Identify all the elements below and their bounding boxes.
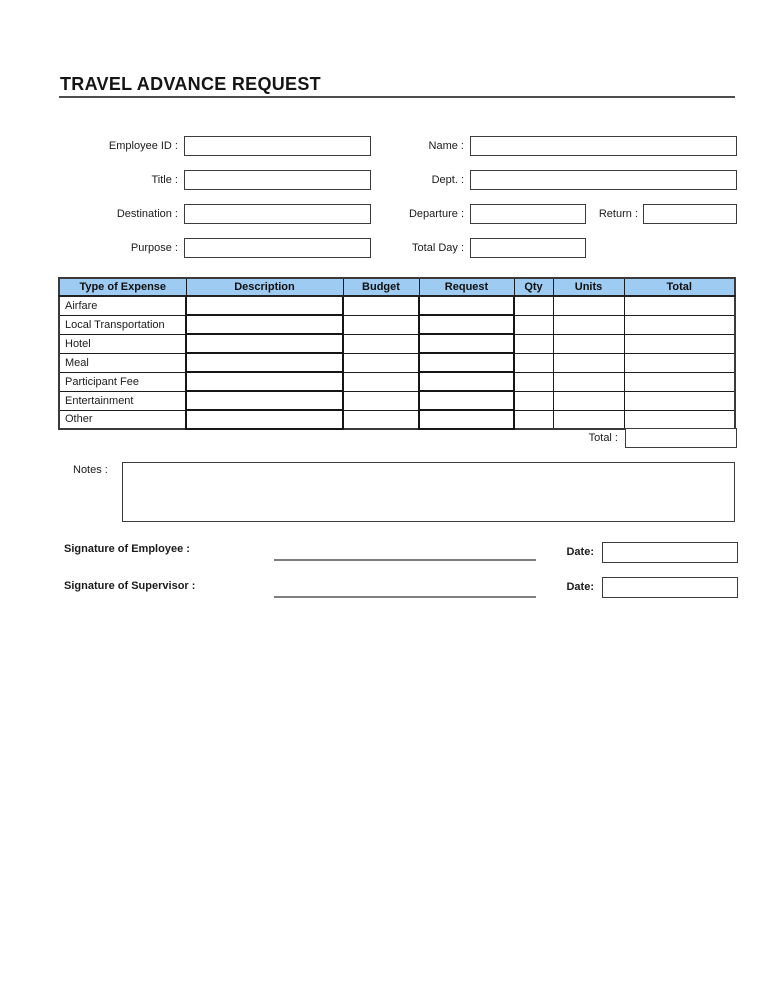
return-field[interactable] — [643, 204, 737, 224]
expense-type-cell: Entertainment — [59, 391, 186, 410]
budget-cell[interactable] — [343, 372, 419, 391]
supervisor-date-label: Date: — [566, 581, 594, 593]
employee-signature-label: Signature of Employee : — [64, 543, 190, 555]
col-header-units: Units — [553, 278, 624, 296]
notes-label: Notes : — [73, 464, 108, 476]
table-row-hotel — [59, 334, 735, 353]
units-cell[interactable] — [553, 334, 624, 353]
qty-cell[interactable] — [514, 353, 553, 372]
expense-type-cell: Participant Fee — [59, 372, 186, 391]
qty-cell[interactable] — [514, 334, 553, 353]
col-header-budget: Budget — [343, 278, 419, 296]
expense-table — [58, 277, 736, 430]
col-header-qty: Qty — [514, 278, 553, 296]
description-cell[interactable] — [186, 315, 343, 334]
name-field[interactable] — [470, 136, 737, 156]
grand-total-field[interactable] — [625, 428, 737, 448]
qty-cell[interactable] — [514, 410, 553, 429]
units-cell[interactable] — [553, 391, 624, 410]
table-row-other — [59, 410, 735, 429]
table-row-entertainment — [59, 391, 735, 410]
expense-type-cell: Local Transportation — [59, 315, 186, 334]
col-header-description: Description — [186, 278, 343, 296]
budget-cell[interactable] — [343, 315, 419, 334]
supervisor-date-field[interactable] — [602, 577, 738, 598]
request-cell[interactable] — [419, 296, 514, 315]
employee-id-label: Employee ID : — [108, 140, 178, 152]
title-divider — [59, 96, 735, 98]
total-cell[interactable] — [624, 315, 735, 334]
budget-cell[interactable] — [343, 334, 419, 353]
qty-cell[interactable] — [514, 315, 553, 334]
budget-cell[interactable] — [343, 391, 419, 410]
grand-total-label: Total : — [588, 432, 618, 444]
col-header-request: Request — [419, 278, 514, 296]
description-cell[interactable] — [186, 334, 343, 353]
departure-label: Departure : — [408, 208, 464, 220]
dept-field[interactable] — [470, 170, 737, 190]
budget-cell[interactable] — [343, 353, 419, 372]
qty-cell[interactable] — [514, 296, 553, 315]
description-cell[interactable] — [186, 353, 343, 372]
description-cell[interactable] — [186, 296, 343, 315]
budget-cell[interactable] — [343, 296, 419, 315]
units-cell[interactable] — [553, 372, 624, 391]
request-cell[interactable] — [419, 353, 514, 372]
table-row-airfare — [59, 296, 735, 315]
description-cell[interactable] — [186, 372, 343, 391]
table-row-local-transportation — [59, 315, 735, 334]
description-cell[interactable] — [186, 391, 343, 410]
request-cell[interactable] — [419, 410, 514, 429]
expense-type-cell: Airfare — [59, 296, 186, 315]
table-row-meal — [59, 353, 735, 372]
total-cell[interactable] — [624, 391, 735, 410]
supervisor-signature-line[interactable] — [274, 596, 536, 598]
request-cell[interactable] — [419, 391, 514, 410]
total-day-label: Total Day : — [412, 242, 464, 254]
expense-type-cell: Other — [59, 410, 186, 429]
title-label: Title : — [151, 174, 178, 186]
purpose-label: Purpose : — [130, 242, 178, 254]
total-cell[interactable] — [624, 410, 735, 429]
total-cell[interactable] — [624, 372, 735, 391]
table-row-participant-fee — [59, 372, 735, 391]
name-label: Name : — [428, 140, 464, 152]
return-label: Return : — [598, 208, 638, 220]
col-header-total: Total — [624, 278, 735, 296]
expense-type-cell: Meal — [59, 353, 186, 372]
request-cell[interactable] — [419, 334, 514, 353]
units-cell[interactable] — [553, 296, 624, 315]
budget-cell[interactable] — [343, 410, 419, 429]
request-cell[interactable] — [419, 315, 514, 334]
supervisor-signature-label: Signature of Supervisor : — [64, 580, 196, 592]
total-cell[interactable] — [624, 296, 735, 315]
request-cell[interactable] — [419, 372, 514, 391]
dept-label: Dept. : — [431, 174, 464, 186]
page-title: TRAVEL ADVANCE REQUEST — [60, 74, 321, 94]
destination-label: Destination : — [116, 208, 178, 220]
total-cell[interactable] — [624, 353, 735, 372]
units-cell[interactable] — [553, 353, 624, 372]
col-header-type-of-expense: Type of Expense — [59, 278, 186, 296]
total-day-field[interactable] — [470, 238, 586, 258]
units-cell[interactable] — [553, 410, 624, 429]
qty-cell[interactable] — [514, 372, 553, 391]
employee-date-field[interactable] — [602, 542, 738, 563]
expense-type-cell: Hotel — [59, 334, 186, 353]
employee-date-label: Date: — [566, 546, 594, 558]
qty-cell[interactable] — [514, 391, 553, 410]
notes-field[interactable] — [122, 462, 735, 522]
units-cell[interactable] — [553, 315, 624, 334]
description-cell[interactable] — [186, 410, 343, 429]
total-cell[interactable] — [624, 334, 735, 353]
employee-signature-line[interactable] — [274, 559, 536, 561]
expense-table-header-row — [59, 278, 735, 296]
